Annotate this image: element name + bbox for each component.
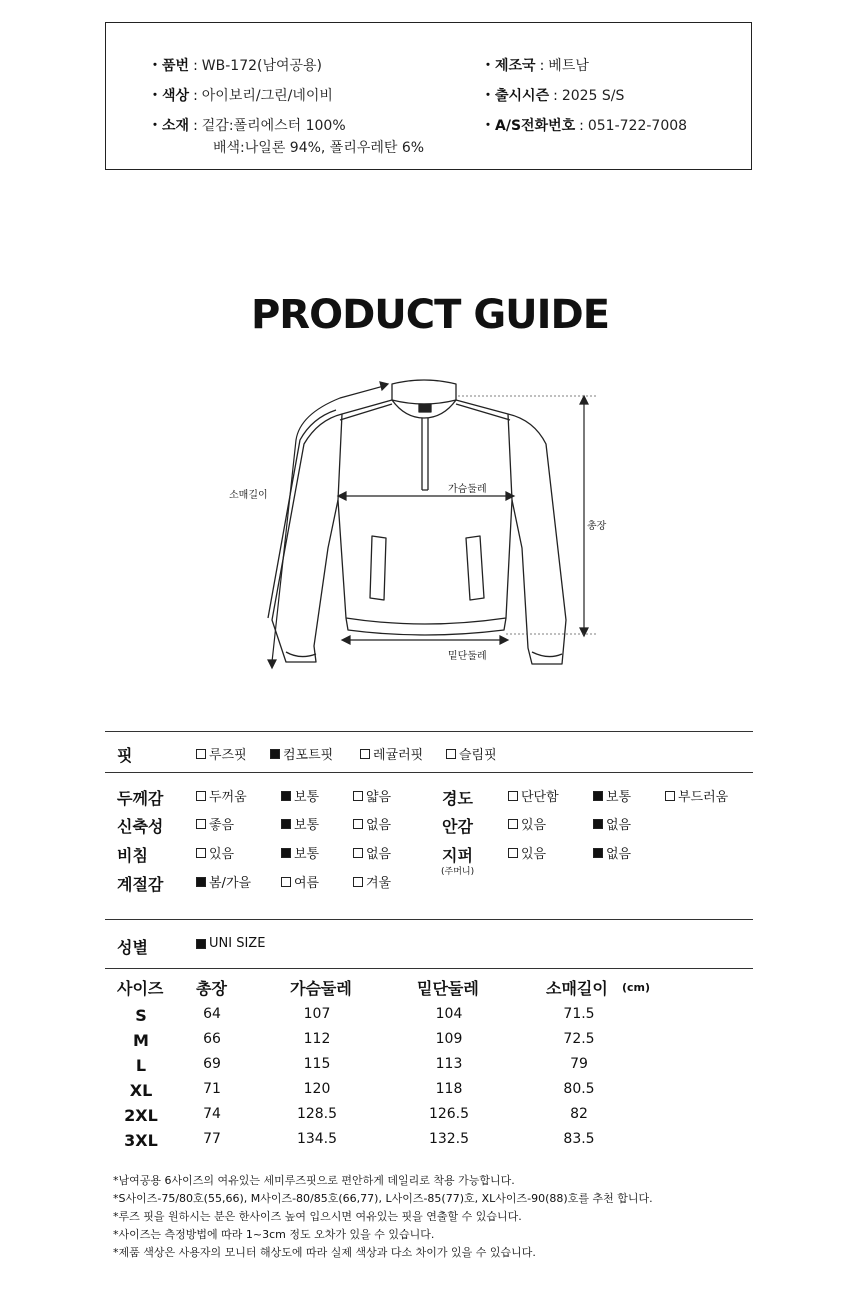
size-header-sleeve: 소매길이 — [546, 979, 608, 998]
elasticity-label: 신축성 — [117, 817, 164, 836]
label-hem: 밑단둘레 — [448, 651, 487, 662]
option-text: 단단함 — [521, 790, 559, 805]
pocket-right — [466, 536, 484, 600]
size-cell-length: 66 — [203, 1031, 221, 1047]
checkbox — [665, 791, 675, 801]
zipper-option — [593, 843, 631, 862]
note-line: *제품 색상은 사용자의 모니터 해상도에 따라 실제 색상과 다소 차이가 있을 수 있습니다. — [113, 1246, 536, 1259]
checkbox — [281, 877, 291, 887]
size-cell-hem: 132.5 — [428, 1131, 470, 1147]
info-label: 출시시즌 — [495, 88, 550, 104]
info-label: 제조국 — [495, 58, 536, 74]
option-text: UNI SIZE — [209, 936, 266, 951]
note-line: *S사이즈-75/80호(55,66), M사이즈-80/85호(66,77), L사이즈-85(77)호, XL사이즈-90(88)호를 추천 합니다. — [113, 1192, 653, 1205]
label-sleeve-length: 소매길이 — [229, 490, 268, 501]
size-cell-sleeve: 72.5 — [563, 1031, 595, 1047]
bullet: ・ — [148, 88, 162, 104]
gender-label: 성별 — [117, 938, 148, 957]
size-cell-length: 64 — [203, 1006, 221, 1022]
size-cell-sleeve: 82 — [570, 1106, 588, 1122]
checkbox-checked — [270, 749, 280, 759]
info-value: 2025 S/S — [561, 88, 625, 104]
sheerness-label: 비침 — [117, 846, 148, 865]
checkbox — [196, 749, 206, 759]
checkbox — [196, 848, 206, 858]
size-cell-sleeve: 83.5 — [563, 1131, 595, 1147]
firmness-option — [665, 786, 728, 805]
right-cuff — [532, 652, 562, 657]
label-chest: 가슴둘레 — [448, 484, 487, 495]
info-value: 베트남 — [548, 58, 589, 74]
checkbox — [508, 819, 518, 829]
gender-option-unisize — [196, 936, 265, 951]
info-item-as-phone — [481, 117, 687, 135]
info-sep: : — [193, 88, 198, 104]
size-cell-chest: 134.5 — [296, 1131, 338, 1147]
option-text: 겨울 — [366, 876, 392, 891]
checkbox-checked — [281, 848, 291, 858]
zipper-option — [508, 843, 546, 862]
info-label: 색상 — [162, 88, 190, 104]
right-sleeve — [508, 414, 566, 664]
checkbox-checked — [196, 877, 206, 887]
hem-arrow-head-right — [500, 636, 508, 644]
option-text: 없음 — [366, 818, 392, 833]
bullet: ・ — [481, 118, 495, 134]
lining-option — [508, 814, 546, 833]
option-text: 없음 — [366, 847, 392, 862]
size-header-hem: 밑단둘레 — [417, 979, 479, 998]
bullet: ・ — [481, 58, 495, 74]
fit-label: 핏 — [117, 746, 133, 765]
info-item-color — [148, 87, 333, 105]
info-sep: : — [193, 58, 198, 74]
size-cell-size: M — [133, 1031, 149, 1050]
info-label: A/S전화번호 — [495, 118, 576, 134]
zipper-label: 지퍼 — [442, 846, 473, 865]
checkbox — [353, 791, 363, 801]
checkbox-checked — [593, 819, 603, 829]
info-value: 아이보리/그린/네이비 — [201, 88, 333, 104]
thickness-option — [281, 786, 319, 805]
size-cell-size: L — [135, 1056, 147, 1075]
size-header-length: 총장 — [196, 979, 227, 998]
checkbox — [353, 877, 363, 887]
zipper-line — [422, 418, 428, 490]
option-text: 보통 — [294, 790, 320, 805]
firmness-label: 경도 — [442, 789, 473, 808]
checkbox — [360, 749, 370, 759]
option-text: 컴포트핏 — [283, 748, 334, 763]
info-sep: : — [579, 118, 584, 134]
firmness-option — [593, 786, 631, 805]
left-cuff — [286, 652, 316, 657]
size-cell-size: S — [135, 1006, 147, 1025]
length-arrow-head-top — [580, 396, 588, 404]
zipper-pull — [419, 404, 431, 412]
jacket-outline — [268, 380, 566, 664]
divider — [105, 968, 753, 969]
option-text: 보통 — [606, 790, 632, 805]
season-option — [281, 872, 319, 891]
length-arrow-head-bottom — [580, 628, 588, 636]
size-cell-chest: 112 — [303, 1031, 331, 1047]
bullet: ・ — [481, 88, 495, 104]
note-line: *루즈 핏을 원하시는 분은 한사이즈 높여 입으시면 여유있는 핏을 연출할 수 있습니다. — [113, 1210, 522, 1223]
checkbox — [353, 848, 363, 858]
size-header-size: 사이즈 — [117, 979, 164, 998]
elasticity-option — [196, 814, 234, 833]
pocket-left — [370, 536, 386, 600]
divider — [105, 919, 753, 920]
size-cell-size: 3XL — [124, 1131, 158, 1150]
checkbox-checked — [593, 791, 603, 801]
option-text: 있음 — [209, 847, 235, 862]
garment-diagram — [0, 370, 860, 680]
size-cell-hem: 118 — [435, 1081, 463, 1097]
chest-arrow-head-left — [338, 492, 346, 500]
size-cell-sleeve: 71.5 — [563, 1006, 595, 1022]
size-cell-hem: 113 — [435, 1056, 463, 1072]
thickness-option — [353, 786, 391, 805]
size-cell-sleeve: 79 — [570, 1056, 588, 1072]
chest-arrow-head-right — [506, 492, 514, 500]
note-line: *사이즈는 측정방법에 따라 1~3cm 정도 오차가 있을 수 있습니다. — [113, 1228, 435, 1241]
fit-option-comfort — [270, 744, 333, 763]
option-text: 없음 — [606, 847, 632, 862]
info-sep: : — [553, 88, 558, 104]
option-text: 레귤러핏 — [373, 748, 424, 763]
info-value: 겉감:폴리에스터 100% — [201, 118, 346, 134]
checkbox-checked — [196, 939, 206, 949]
checkbox — [508, 848, 518, 858]
option-text: 여름 — [294, 876, 320, 891]
sleeve-arrow-head-bottom — [268, 660, 276, 668]
info-sep: : — [193, 118, 198, 134]
product-info-box — [105, 22, 752, 170]
season-option — [196, 872, 251, 891]
size-cell-size: 2XL — [124, 1106, 158, 1125]
label-total-length: 총장 — [587, 521, 607, 532]
checkbox — [196, 791, 206, 801]
option-text: 좋음 — [209, 818, 235, 833]
elasticity-option — [281, 814, 319, 833]
sleeve-arrow-head-top — [380, 382, 388, 390]
info-label: 품번 — [162, 58, 190, 74]
season-label: 계절감 — [117, 875, 164, 894]
thickness-label: 두께감 — [117, 789, 164, 808]
size-cell-chest: 120 — [303, 1081, 331, 1097]
size-cell-hem: 109 — [435, 1031, 463, 1047]
lining-label: 안감 — [442, 817, 473, 836]
hem-arrow-head-left — [342, 636, 350, 644]
size-cell-chest: 128.5 — [296, 1106, 338, 1122]
info-value-material-trim: 배색:나일론 94%, 폴리우레탄 6% — [213, 140, 425, 156]
checkbox — [196, 819, 206, 829]
note-line: *남여공용 6사이즈의 여유있는 세미루즈핏으로 편안하게 데일리로 착용 가능합니다. — [113, 1174, 515, 1187]
info-item-season — [481, 87, 624, 105]
option-text: 루즈핏 — [209, 748, 247, 763]
size-cell-length: 77 — [203, 1131, 221, 1147]
size-cell-hem: 126.5 — [428, 1106, 470, 1122]
jacket-illustration — [0, 370, 860, 680]
size-cell-sleeve: 80.5 — [563, 1081, 595, 1097]
option-text: 보통 — [294, 818, 320, 833]
product-guide-title: PRODUCT GUIDE — [250, 292, 610, 338]
info-item-product-code — [148, 57, 322, 75]
info-value: 051-722-7008 — [587, 118, 688, 134]
info-label: 소재 — [162, 118, 190, 134]
option-text: 두꺼움 — [209, 790, 247, 805]
size-cell-hem: 104 — [435, 1006, 463, 1022]
size-cell-size: XL — [129, 1081, 153, 1100]
size-cell-chest: 107 — [303, 1006, 331, 1022]
lining-option — [593, 814, 631, 833]
thickness-option — [196, 786, 247, 805]
option-text: 부드러움 — [678, 790, 729, 805]
size-header-chest: 가슴둘레 — [290, 979, 352, 998]
option-text: 있음 — [521, 847, 547, 862]
checkbox-checked — [281, 819, 291, 829]
checkbox — [446, 749, 456, 759]
fit-option-regular — [360, 744, 423, 763]
fit-option-slim — [446, 744, 497, 763]
checkbox — [508, 791, 518, 801]
elasticity-option — [353, 814, 391, 833]
season-option — [353, 872, 391, 891]
checkbox-checked — [593, 848, 603, 858]
size-cell-length: 74 — [203, 1106, 221, 1122]
body-outline — [338, 400, 512, 624]
info-item-origin — [481, 57, 589, 75]
bullet: ・ — [148, 58, 162, 74]
size-unit: (cm) — [622, 981, 651, 994]
info-item-material — [148, 117, 346, 135]
info-value: WB-172(남여공용) — [201, 58, 323, 74]
checkbox-checked — [281, 791, 291, 801]
size-cell-length: 69 — [203, 1056, 221, 1072]
size-cell-length: 71 — [203, 1081, 221, 1097]
size-cell-chest: 115 — [303, 1056, 331, 1072]
option-text: 있음 — [521, 818, 547, 833]
option-text: 보통 — [294, 847, 320, 862]
sheerness-option — [196, 843, 234, 862]
checkbox — [353, 819, 363, 829]
fit-option-loose — [196, 744, 247, 763]
bullet: ・ — [148, 118, 162, 134]
option-text: 봄/가을 — [209, 876, 252, 891]
divider — [105, 731, 753, 732]
sheerness-option — [353, 843, 391, 862]
option-text: 없음 — [606, 818, 632, 833]
firmness-option — [508, 786, 559, 805]
divider — [105, 772, 753, 773]
sheerness-option — [281, 843, 319, 862]
info-sep: : — [539, 58, 545, 74]
option-text: 슬림핏 — [459, 748, 497, 763]
option-text: 얇음 — [366, 790, 392, 805]
zipper-sublabel: (주머니) — [441, 867, 475, 877]
